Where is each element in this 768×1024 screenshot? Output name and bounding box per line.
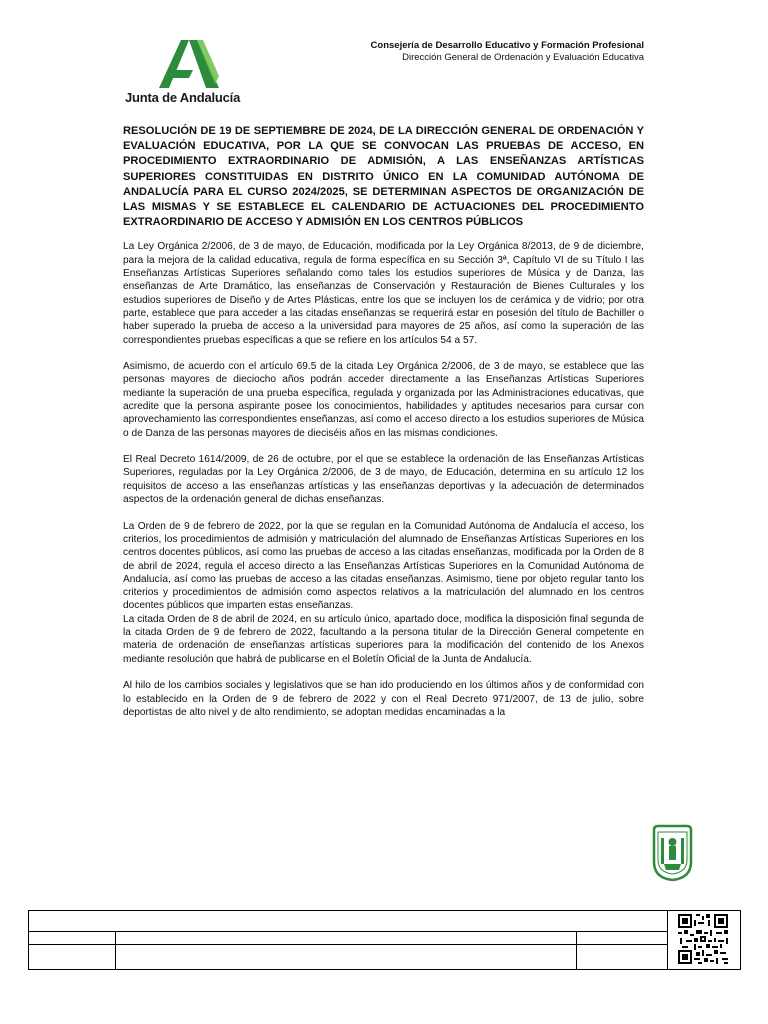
andalucia-coat-of-arms-icon	[650, 824, 695, 882]
junta-andalucia-logo-icon	[159, 40, 219, 88]
paragraph: Al hilo de los cambios sociales y legislativos que se han ido produciendo en los últimos años y de conformidad con lo establecido en la Orden de 9 de febrero de 2022 y con el Real Decreto 971/2007, de 13 de julio, sobre deportistas de alto nivel y de alto rendimiento, se adoptan medidas encaminadas a la	[123, 680, 644, 718]
consejeria-name: Consejería de Desarrollo Educativo y Formación Profesional	[370, 40, 644, 51]
logo-text: Junta de Andalucía	[125, 90, 241, 105]
table-column-divider	[667, 911, 668, 969]
verification-table	[28, 910, 741, 970]
qr-code-icon	[678, 914, 728, 964]
table-column-divider	[576, 931, 577, 969]
paragraph: La citada Orden de 8 de abril de 2024, en su artículo único, apartado doce, modifica la disposición final segunda de la citada Orden de 9 de febrero de 2022, facultando a la persona titular de la Dirección General competente en materia de ordenación de enseñanzas artísticas superiores para la modificación del contenido de los Anexos mediante resolución que habrá de publicarse en el Boletín Oficial de la Junta de Andalucía.	[123, 613, 644, 665]
paragraph: El Real Decreto 1614/2009, de 26 de octubre, por el que se establece la ordenación de las Enseñanzas Artísticas Superiores, reguladas por la Ley Orgánica 2/2006, de 3 de mayo, de Educación, determina en su artículo 12 los requisitos de acceso a las enseñanzas artísticas y las enseñanzas deportivas y la adecuación de determinados aspectos de la ordenación general de dichas enseñanzas.	[123, 454, 644, 506]
direccion-general-name: Dirección General de Ordenación y Evaluación Educativa	[402, 52, 644, 63]
paragraph: Asimismo, de acuerdo con el artículo 69.5 de la citada Ley Orgánica 2/2006, de 3 de mayo, se establece que las personas mayores de dieciocho años podrán acceder directamente a las Enseñanzas Artísticas Superiores mediante la superación de una prueba específica, regulada y organizada por las Administraciones educativas, que acredite que la persona aspirante posee los conocimientos, habilidades y aptitudes necesarios para cursar con aprovechamiento las correspondientes enseñanzas, así como el acceso directo a los estudios superiores de Música o de Danza de las personas mayores de dieciséis años en las mismas condiciones.	[123, 361, 644, 439]
junta-de-andalucia-logo	[125, 38, 250, 110]
table-row-divider	[29, 944, 668, 945]
document-body	[123, 124, 644, 732]
paragraph: La Orden de 9 de febrero de 2022, por la que se regulan en la Comunidad Autónoma de Andalucía el acceso, los criterios, los procedimientos de admisión y matriculación del alumnado de Enseñanzas Artísticas Superiores en los centros docentes públicos, así como las pruebas de acceso a las citadas enseñanzas, modificada por la Orden de 8 de abril de 2024, regula el acceso directo a las Enseñanzas Artísticas Superiores en la Comunidad Autónoma de Andalucía, así como las pruebas de acceso a las citadas enseñanzas. Asimismo, tiene por objeto regular tanto los criterios y procedimientos de admisión como aspectos relativos a la matriculación del alumnado en los centros docentes públicos que imparten estas enseñanzas.	[123, 520, 644, 612]
paragraph: La Ley Orgánica 2/2006, de 3 de mayo, de Educación, modificada por la Ley Orgánica 8/2013, de 9 de diciembre, para la mejora de la calidad educativa, regula de forma específica en su Sección 3ª, Capítulo VI de su Título I las Enseñanzas Artísticas Superiores señalando como tales los estudios superiores de Música y de Danza, las enseñanzas de Arte Dramático, las enseñanzas de Conservación y Restauración de Bienes Culturales y los estudios superiores de Diseño y de Artes Plásticas, entre los que se incluyen los de cerámica y de vidrio; por otra parte, establece que para acceder a las citadas enseñanzas se requerirá estar en posesión del título de Bachiller o haber superado la prueba de acceso a la universidad para mayores de 25 años, así como la superación de las correspondientes pruebas específicas a que se refiere en los artículos 54 a 57.	[123, 241, 644, 346]
table-column-divider	[115, 931, 116, 969]
document-title: RESOLUCIÓN DE 19 DE SEPTIEMBRE DE 2024, DE LA DIRECCIÓN GENERAL DE ORDENACIÓN Y EVALUACIÓN EDUCATIVA, POR LA QUE SE CONVOCAN LAS PRUEBAS DE ACCESO, EN PROCEDIMIENTO EXTRAORDINARIO DE ADMISIÓN, A LAS ENSEÑANZAS ARTÍSTICAS SUPERIORES CONSTITUIDAS EN DISTRITO ÚNICO EN LA COMUNIDAD AUTÓNOMA DE ANDALUCÍA PARA EL CURSO 2024/2025, SE DETERMINAN ASPECTOS DE ORGANIZACIÓN DE LAS MISMAS Y SE ESTABLECE EL CALENDARIO DE ACTUACIONES DEL PROCEDIMIENTO EXTRAORDINARIO DE ACCESO Y ADMISIÓN EN LOS CENTROS PÚBLICOS	[123, 125, 644, 229]
table-row-divider	[29, 931, 668, 932]
issuing-body	[371, 40, 644, 64]
